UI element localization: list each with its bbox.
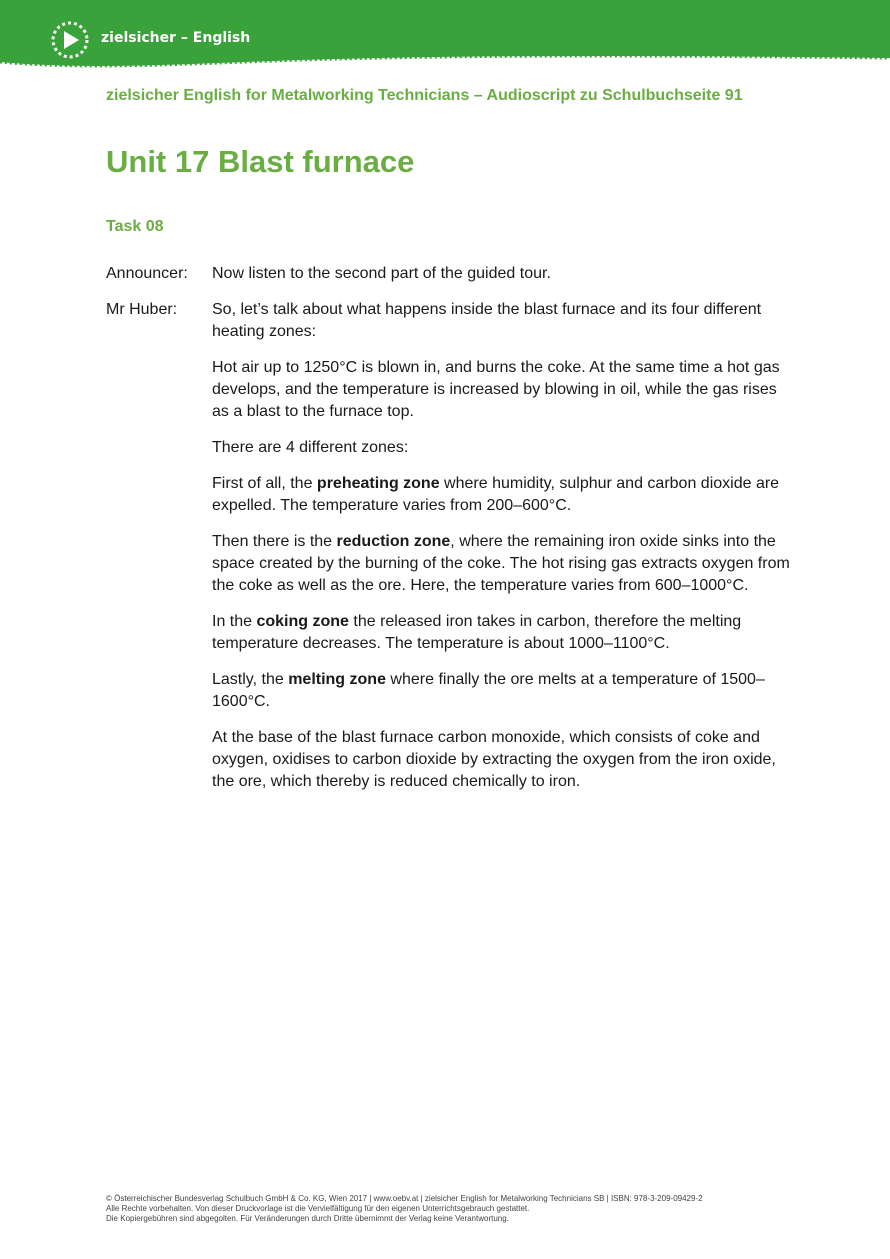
paragraph: Now listen to the second part of the guided tour.: [212, 265, 551, 282]
copyright-footer: [106, 1194, 806, 1224]
paragraph-preheating: First of all, the preheating zone where humidity, sulphur and carbon dioxide are expelled. The temperature varies from 200–600°C.: [212, 475, 780, 514]
footer-line: © Österreichischer Bundesverlag Schulbuch GmbH & Co. KG, Wien 2017 | www.oebv.at | zielsicher English for Metalworking Technicians SB | ISBN: 978-3-209-09429-2: [106, 1194, 703, 1203]
brand-logo-text: zielsicher – English: [101, 30, 251, 46]
speaker-label: Mr Huber:: [106, 301, 178, 318]
paragraph-melting: Lastly, the melting zone where finally the ore melts at a temperature of 1500–1600°C.: [212, 671, 765, 710]
paragraph: There are 4 different zones:: [212, 439, 409, 456]
term-melting-zone: melting zone: [288, 671, 386, 688]
page-title: Unit 17 Blast furnace: [106, 144, 415, 179]
speech-text: [212, 299, 796, 793]
paragraph-coking: In the coking zone the released iron takes in carbon, therefore the melting temperature decreases. The temperature is about 1000–1100°C.: [212, 613, 742, 652]
speech-text: [212, 263, 796, 285]
footer-line: Alle Rechte vorbehalten. Von dieser Druckvorlage ist die Vervielfältigung für den eigenen Unterrichtsgebrauch gestattet.: [106, 1204, 530, 1213]
paragraph-reduction: Then there is the reduction zone, where the remaining iron oxide sinks into the space created by the burning of the coke. The hot rising gas extracts oxygen from the coke as well as the ore. Here, the temperature varies from 600–1000°C.: [212, 533, 790, 594]
paragraph: So, let’s talk about what happens inside the blast furnace and its four different heating zones:: [212, 301, 762, 340]
document-subtitle: zielsicher English for Metalworking Technicians – Audioscript zu Schulbuchseite 91: [106, 87, 743, 104]
speaker-label: Announcer:: [106, 265, 188, 282]
term-coking-zone: coking zone: [256, 613, 349, 630]
transcript: [106, 263, 796, 807]
footer-line: Die Kopiergebühren sind abgegolten. Für Veränderungen durch Dritte übernimmt der Verlag keine Verantwortung.: [106, 1214, 509, 1223]
term-preheating-zone: preheating zone: [316, 475, 440, 492]
task-label: Task 08: [106, 218, 164, 235]
transcript-row-huber: [106, 299, 796, 793]
term-reduction-zone: reduction zone: [336, 533, 451, 550]
paragraph: At the base of the blast furnace carbon monoxide, which consists of coke and oxygen, oxidises to carbon dioxide by extracting the oxygen from the iron oxide, the ore, which thereby is reduced chemically to iron.: [212, 729, 776, 790]
transcript-row-announcer: [106, 263, 796, 285]
paragraph: Hot air up to 1250°C is blown in, and burns the coke. At the same time a hot gas develops, and the temperature is increased by blowing in oil, while the gas rises as a blast to the furnace top.: [212, 359, 780, 420]
